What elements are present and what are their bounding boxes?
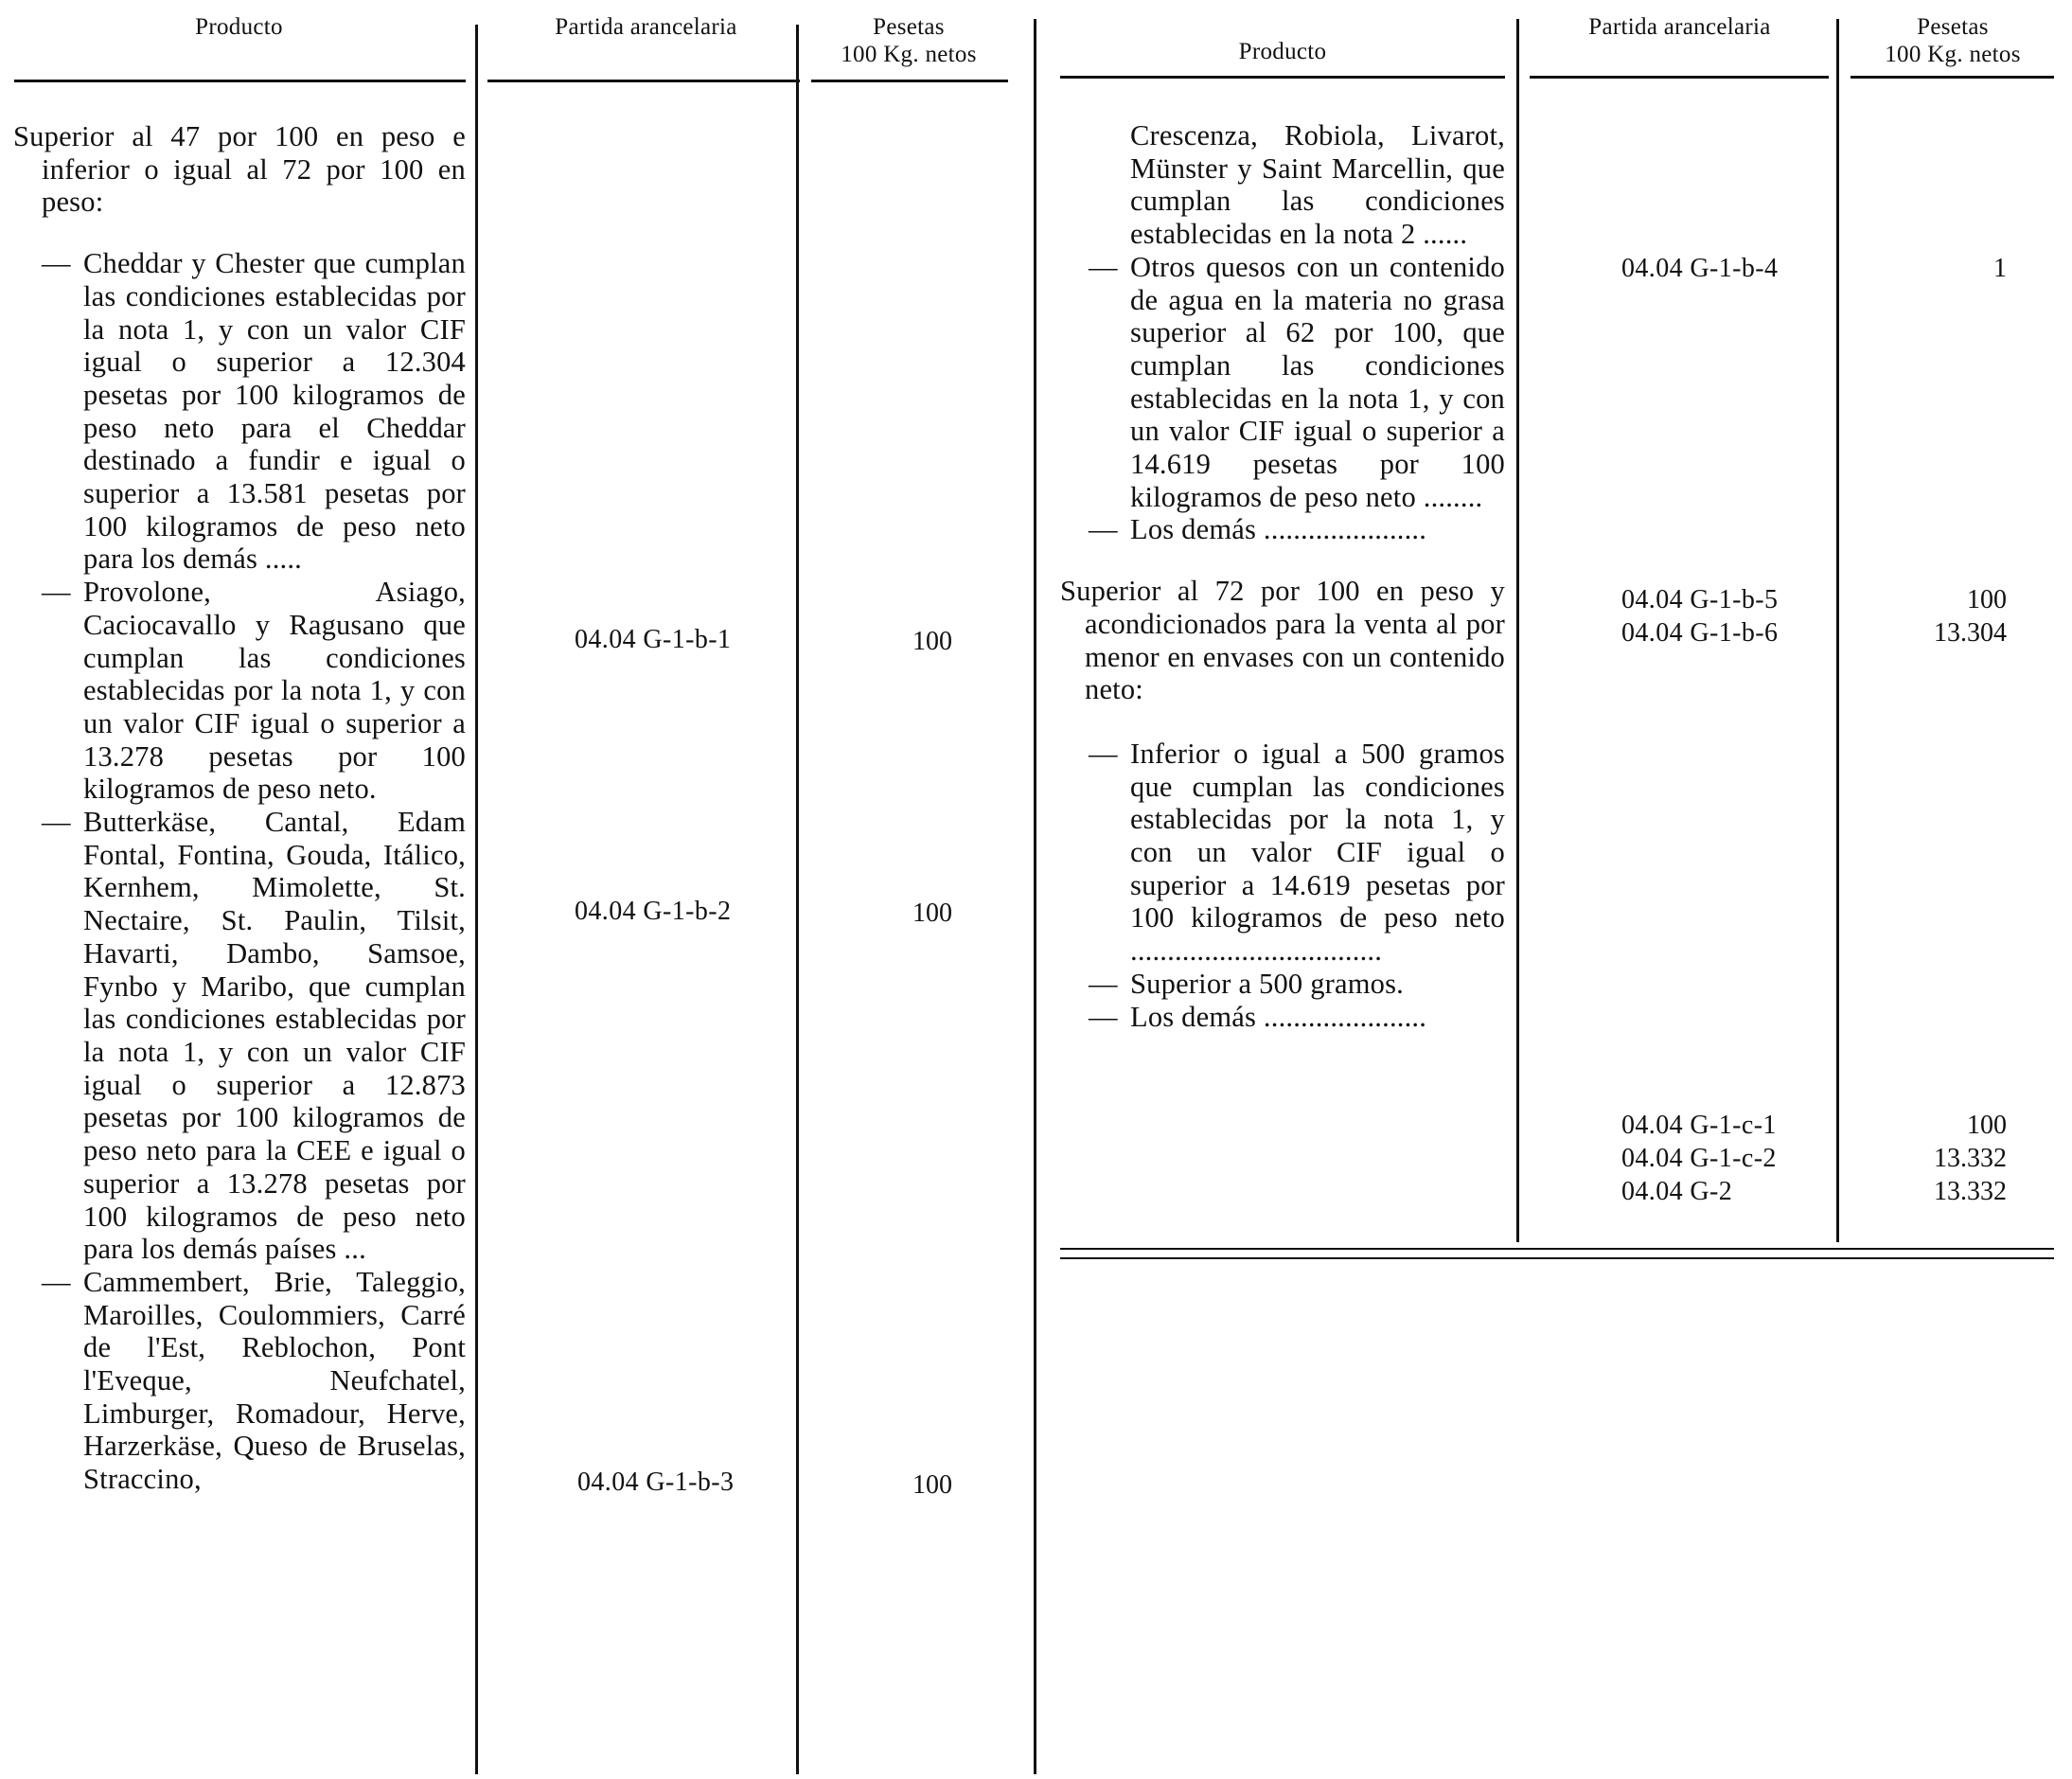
right-intro-superior-72: Superior al 72 por 100 en peso y acondicionados para la venta al por menor en envases con un contenido neto: [1060, 575, 1505, 706]
right-code-b4: 04.04 G-1-b-4 [1621, 254, 1779, 283]
right-header-partida: Partida arancelaria [1588, 14, 1771, 40]
right-header-pesetas-line1: Pesetas [1917, 14, 1989, 40]
item-text: Otros quesos con un contenido de agua en la materia no grasa superior al 62 por 100, que cumplan las condiciones establecidas en la nota 1, y con un valor CIF igual o superior a 14.619 pesetas por 100 kilogramos de peso neto ........ [1130, 250, 1505, 513]
dash-mark: — [42, 247, 71, 280]
left-item-cammembert [13, 1266, 466, 1496]
left-product-text [13, 120, 466, 1496]
right-value-c1: 100 [1967, 1111, 2007, 1140]
right-value-b5: 100 [1967, 585, 2007, 614]
right-value-g2: 13.332 [1934, 1177, 2007, 1206]
dash-mark: — [1089, 513, 1118, 546]
left-header-pesetas-line1: Pesetas [873, 14, 945, 40]
right-code-b5: 04.04 G-1-b-5 [1621, 585, 1779, 614]
right-item-superior-500 [1060, 968, 1505, 1001]
right-header-rule-producto [1060, 76, 1505, 79]
item-text: Los demás ...................... [1130, 1000, 1427, 1033]
left-header-rule-partida [487, 80, 800, 82]
left-header-pesetas [809, 13, 1008, 68]
item-text: Superior a 500 gramos. [1130, 967, 1405, 1000]
right-header-pesetas [1850, 13, 2056, 68]
left-divider-2 [796, 25, 799, 1774]
left-header-producto: Producto [195, 14, 283, 40]
right-item-inferior-500 [1060, 738, 1505, 968]
item-text: Cheddar y Chester que cumplan las condiciones establecidas por la nota 1, y con un valor CIF igual o superior a 12.304 pesetas por 100 kilogramos de peso neto para el Cheddar destinado a fundir e igual o superior a 13.581 pesetas por 100 kilogramos de peso neto para los demás ..... [83, 247, 466, 576]
right-code-b6: 04.04 G-1-b-6 [1621, 618, 1779, 648]
right-value-b4: 1 [1993, 254, 2007, 283]
right-continuation: Crescenza, Robiola, Livarot, Münster y Saint Marcellin, que cumplan las condiciones establecidas en la nota 2 ...... [1130, 119, 1505, 251]
right-code-c1: 04.04 G-1-c-1 [1621, 1111, 1777, 1140]
dash-mark: — [42, 1265, 71, 1298]
center-divider [1034, 19, 1036, 1774]
right-divider-2 [1836, 19, 1839, 1242]
left-value-3: 100 [912, 1470, 952, 1500]
left-code-3: 04.04 G-1-b-3 [577, 1468, 735, 1497]
right-item-otros-quesos [1060, 251, 1505, 514]
item-text: Butterkäse, Cantal, Edam Fontal, Fontina, Gouda, Itálico, Kernhem, Mimolette, St. Nectaire, St. Paulin, Tilsit, Havarti, Dambo, Samsoe, Fynbo y Maribo, que cumplan las condiciones establecidas por la nota 1, y con un valor CIF igual o superior a 12.873 pesetas por 100 kilogramos de peso neto para la CEE e igual o superior a 13.278 pesetas por 100 kilogramos de peso neto para los demás países ... [83, 806, 466, 1266]
left-item-butterkase [13, 806, 466, 1266]
right-code-c2: 04.04 G-1-c-2 [1621, 1144, 1777, 1173]
right-item-los-demas-1 [1060, 513, 1505, 546]
left-item-provolone [13, 576, 466, 806]
left-item-cheddar [13, 247, 466, 576]
end-rule-bottom [1060, 1257, 2054, 1259]
left-header-rule-producto [14, 80, 466, 82]
right-header-rule-partida [1530, 76, 1829, 79]
right-divider-1 [1516, 19, 1519, 1242]
right-code-g2: 04.04 G-2 [1621, 1177, 1733, 1206]
end-rule-top [1060, 1248, 2054, 1250]
right-header-pesetas-line2: 100 Kg. netos [1885, 42, 2021, 67]
left-value-1: 100 [912, 627, 952, 656]
dash-mark: — [42, 576, 71, 609]
left-code-2: 04.04 G-1-b-2 [575, 897, 732, 926]
item-text: Provolone, Asiago, Caciocavallo y Ragusano que cumplan las condiciones establecidas por la nota 1, y con un valor CIF igual o superior a 13.278 pesetas por 100 kilogramos de peso neto. [83, 576, 466, 806]
right-product-text [1060, 119, 1505, 1033]
right-value-b6: 13.304 [1934, 618, 2007, 648]
left-header-pesetas-line2: 100 Kg. netos [841, 42, 977, 67]
left-header-rule-pesetas [811, 80, 1008, 82]
dash-mark: — [1089, 967, 1118, 1000]
right-header-producto: Producto [1238, 39, 1327, 64]
left-intro: Superior al 47 por 100 en peso e inferior o igual al 72 por 100 en peso: [13, 120, 466, 219]
dash-mark: — [1089, 737, 1118, 770]
dash-mark: — [1089, 250, 1118, 283]
item-text: Cammembert, Brie, Taleggio, Maroilles, Coulommiers, Carré de l'Est, Reblochon, Pont l'Eveque, Neufchatel, Limburger, Romadour, Herve, Harzerkäse, Queso de Bruselas, Straccino, [83, 1265, 466, 1496]
dash-mark: — [42, 806, 71, 839]
left-divider-1 [475, 25, 478, 1774]
left-header-partida: Partida arancelaria [555, 14, 737, 40]
dash-mark: — [1089, 1000, 1118, 1033]
item-text: Los demás ...................... [1130, 513, 1427, 546]
right-item-los-demas-2 [1060, 1001, 1505, 1034]
left-code-1: 04.04 G-1-b-1 [575, 625, 732, 654]
right-header-rule-pesetas [1851, 76, 2054, 79]
left-value-2: 100 [912, 898, 952, 928]
right-value-c2: 13.332 [1934, 1144, 2007, 1173]
item-text: Inferior o igual a 500 gramos que cumplan las condiciones establecidas por la nota 1, y con un valor CIF igual o superior a 14.619 pesetas por 100 kilogramos de peso neto .................................. [1130, 737, 1505, 968]
